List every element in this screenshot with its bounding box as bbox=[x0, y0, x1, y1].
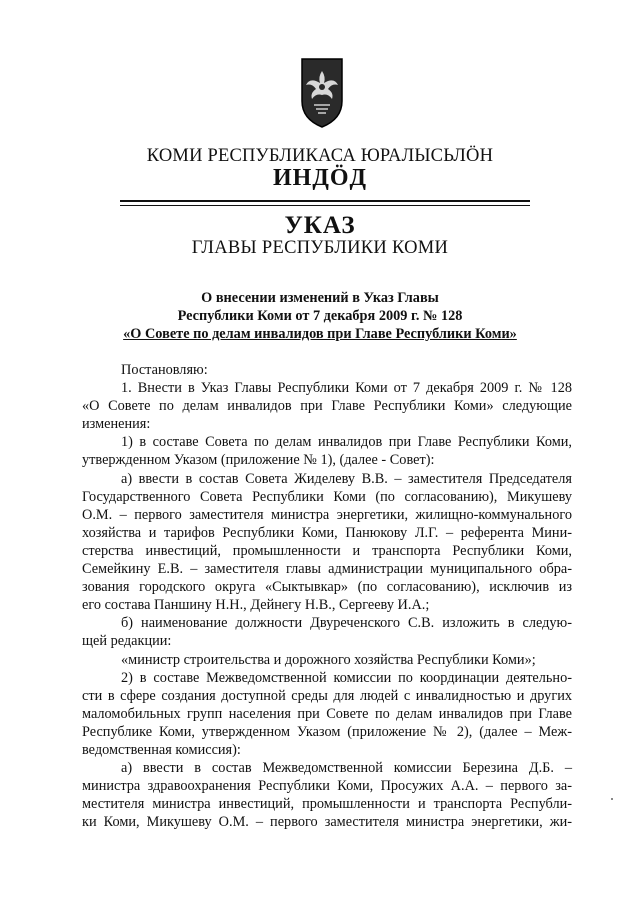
body-line: министра здравоохранения Республики Коми, Просужих А.А. – первого за- bbox=[82, 778, 572, 795]
body-line: маломобильных групп населения при Совете по делам инвалидов при Главе bbox=[82, 705, 572, 722]
doc-subject bbox=[0, 289, 640, 343]
subject-line: О внесении изменений в Указ Главы bbox=[201, 290, 439, 306]
subject-line: Республики Коми от 7 декабря 2009 г. № 128 bbox=[177, 308, 463, 324]
body-line: сти в сфере создания доступной среды для людей с инвалидностью и других bbox=[82, 687, 572, 704]
body-line: ки Коми, Микушеву О.М. – первого заместителя министра энергетики, жи- bbox=[82, 814, 572, 831]
body-line: «О Совете по делам инвалидов при Главе Республики Коми» следующие bbox=[82, 398, 572, 415]
header-divider-thin bbox=[120, 205, 530, 206]
body-line: Государственного Совета Республики Коми (по согласованию), Микушеву bbox=[82, 488, 572, 505]
body-line: а) ввести в состав Совета Жиделеву В.В. – заместителя Председателя bbox=[121, 470, 572, 487]
body-line: О.М. – первого заместителя министра энергетики, жилищно-коммунального bbox=[82, 506, 572, 523]
doc-body bbox=[82, 361, 572, 831]
body-line: Республике Коми, утвержденном Указом (приложение № 2), (далее – Меж- bbox=[82, 723, 572, 740]
body-line: местителя министра инвестиций, промышленности и транспорта Республи- bbox=[82, 796, 572, 813]
body-line: а) ввести в состав Межведомственной комиссии Березина Д.Б. – bbox=[121, 760, 572, 777]
scan-speck bbox=[611, 798, 613, 800]
body-line: ведомственная комиссия): bbox=[82, 741, 241, 758]
body-line: Постановляю: bbox=[121, 362, 208, 378]
body-line: Семейкину Е.В. – заместителя главы администрации муниципального обра- bbox=[82, 561, 572, 578]
doc-type: УКАЗ bbox=[284, 212, 356, 239]
body-line: «министр строительства и дорожного хозяйства Республики Коми»; bbox=[121, 651, 536, 668]
body-line: щей редакции: bbox=[82, 633, 172, 650]
body-line: его состава Паншину Н.Н., Дейнегу Н.В., Сергееву И.А.; bbox=[82, 597, 430, 614]
body-line: стерства инвестиций, промышленности и транспорта Республики Коми, bbox=[82, 542, 572, 559]
body-line: изменения: bbox=[82, 416, 151, 433]
subject-line-underlined: «О Совете по делам инвалидов при Главе Республики Коми» bbox=[123, 326, 517, 342]
body-line: 2) в составе Межведомственной комиссии по координации деятельно- bbox=[121, 669, 572, 686]
body-line: утвержденном Указом (приложение № 1), (далее - Совет): bbox=[82, 452, 435, 469]
doc-type-komi: ИНДӦД bbox=[272, 165, 368, 191]
org-name-komi: КОМИ РЕСПУБЛИКАСА ЮРАЛЫСЬЛӦН bbox=[146, 146, 494, 166]
coat-of-arms-emblem bbox=[298, 57, 346, 129]
body-line: 1) в составе Совета по делам инвалидов при Главе Республики Коми, bbox=[121, 434, 572, 451]
body-line: 1. Внести в Указ Главы Республики Коми от 7 декабря 2009 г. № 128 bbox=[121, 380, 572, 397]
body-line: хозяйства и тарифов Республики Коми, Панюкову Л.Г. – референта Мини- bbox=[82, 524, 572, 541]
body-line: зования городского округа «Сыктывкар» (по согласованию), исключив из bbox=[82, 579, 572, 596]
header-divider-thick bbox=[120, 200, 530, 202]
body-line: б) наименование должности Двуреченского С.В. изложить в следую- bbox=[121, 615, 572, 632]
doc-issuer: ГЛАВЫ РЕСПУБЛИКИ КОМИ bbox=[191, 238, 449, 258]
